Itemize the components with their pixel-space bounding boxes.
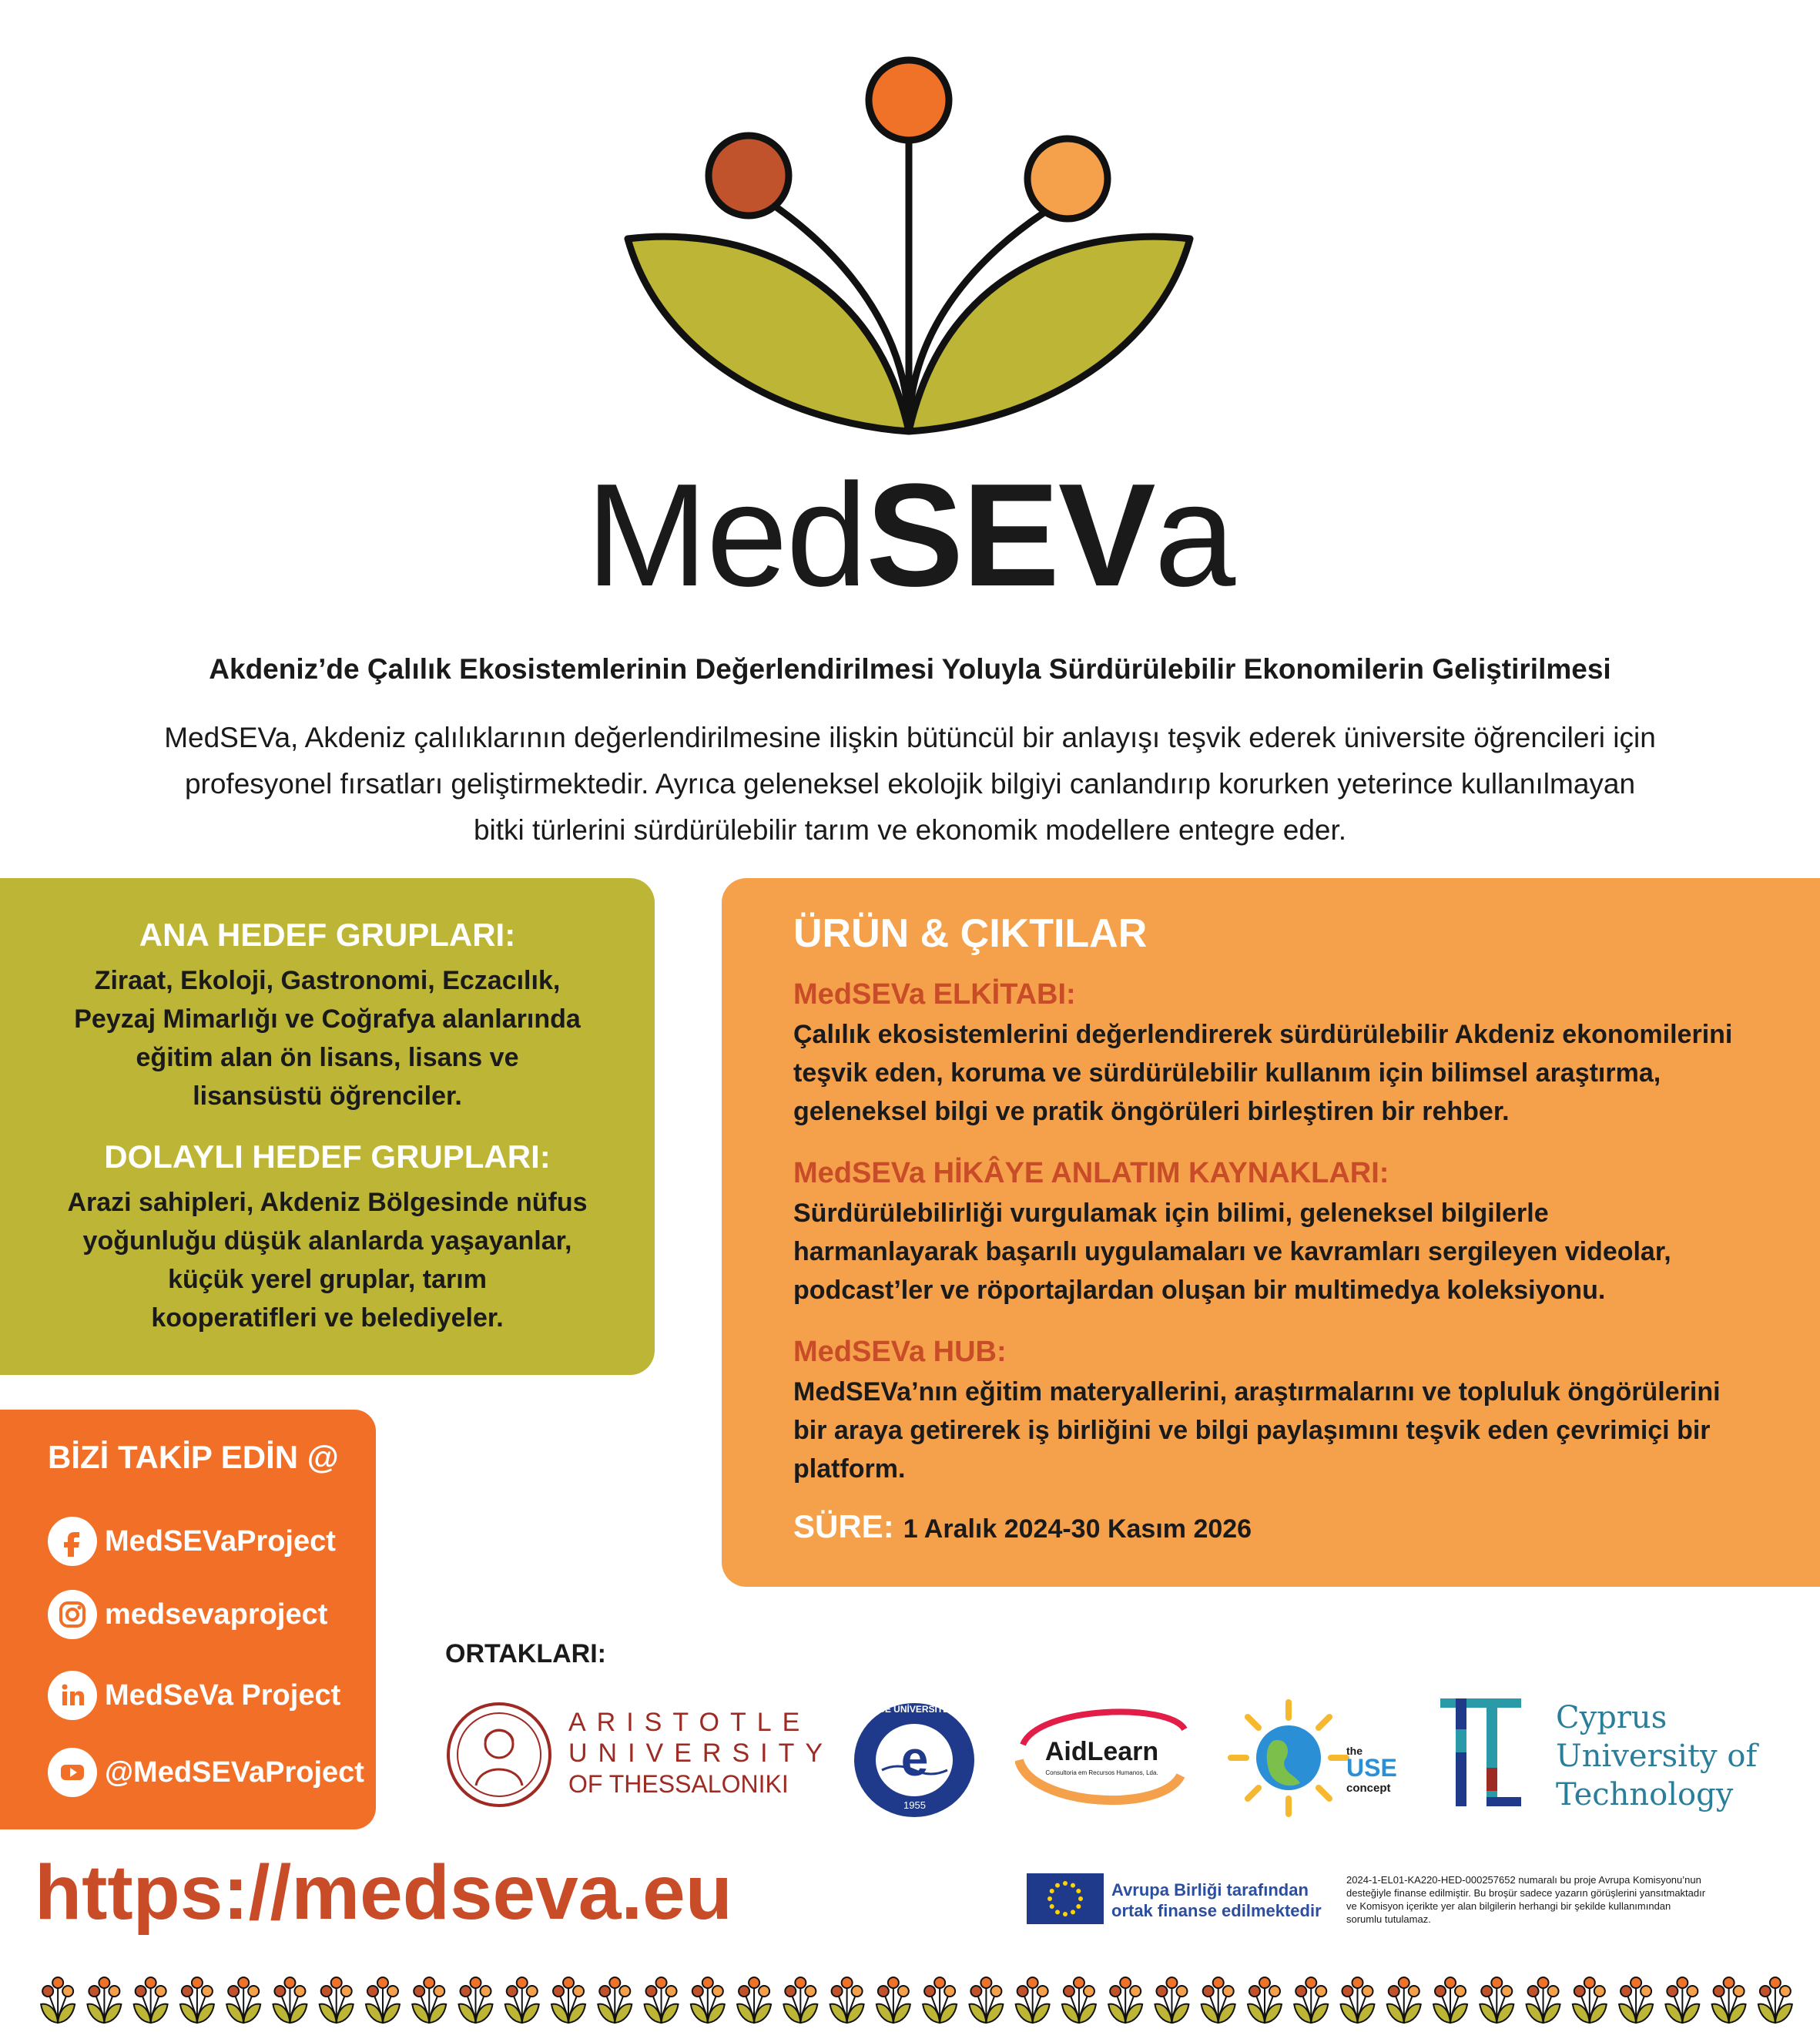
instagram-icon bbox=[48, 1590, 97, 1639]
intro-line: MedSEVa, Akdeniz çalılıklarının değerlendirilmesine ilişkin bütüncül bir anlayışı teşvik ederek üniversite öğrencileri için bbox=[164, 722, 1656, 753]
follow-panel bbox=[0, 1410, 376, 1829]
output-line: MedSEVa’nın eğitim materyallerini, araştırmalarını ve topluluk öngörülerini bbox=[793, 1377, 1721, 1407]
sprout-icon bbox=[969, 1977, 1003, 2023]
cut-line: University of bbox=[1556, 1739, 1758, 1774]
partners-label: ORTAKLARI: bbox=[445, 1639, 606, 1668]
indirect-target-line: Arazi sahipleri, Akdeniz Bölgesinde nüfus bbox=[67, 1188, 588, 1217]
intro-line: profesyonel fırsatları geliştirmektedir. Ayrıca geleneksel ekolojik bilgiyi canlandırıp korurken yeterince kullanılmayan bbox=[184, 768, 1636, 800]
disclaimer-line: ve Komisyon içerikte yer alan bilgilerin herhangi bir şekilde kullanımından bbox=[1346, 1900, 1671, 1912]
cut-line: Technology bbox=[1556, 1777, 1734, 1812]
sprout-icon bbox=[1480, 1977, 1513, 2023]
brand-suffix: a bbox=[1154, 454, 1235, 617]
eu-star-icon bbox=[1071, 1883, 1075, 1888]
eu-star-icon bbox=[1050, 1889, 1054, 1893]
eu-star-icon bbox=[1063, 1881, 1068, 1886]
sprout-icon bbox=[1108, 1977, 1142, 2023]
sprout-icon bbox=[273, 1977, 307, 2023]
sprout-icon bbox=[1341, 1977, 1375, 2023]
sprout-icon bbox=[737, 1977, 771, 2023]
sprout-icon bbox=[1016, 1977, 1050, 2023]
sprout-icon bbox=[505, 1977, 539, 2023]
use-concept: concept bbox=[1346, 1782, 1391, 1795]
sprout-icon bbox=[1294, 1977, 1328, 2023]
use-concept-logo bbox=[1227, 1698, 1412, 1818]
ege-name: EGE ÜNİVERSİTESİ bbox=[871, 1704, 958, 1715]
sprout-icon bbox=[691, 1977, 725, 2023]
cut-mark-icon bbox=[1440, 1698, 1521, 1806]
website-url[interactable]: https://medseva.eu bbox=[35, 1849, 732, 1936]
main-target-line: Peyzaj Mimarlığı ve Coğrafya alanlarında bbox=[74, 1004, 581, 1034]
brand-wordmark bbox=[0, 454, 1820, 617]
duration bbox=[793, 1508, 1252, 1545]
disclaimer-line: 2024-1-EL01-KA220-HED-000257652 numaralı bu proje Avrupa Komisyonu’nun bbox=[1346, 1874, 1701, 1886]
indirect-target-line: yoğunluğu düşük alanlarda yaşayanlar, bbox=[82, 1226, 572, 1256]
eu-star-icon bbox=[1071, 1910, 1075, 1914]
sprout-icon bbox=[1665, 1977, 1699, 2023]
output-line: geleneksel bilgi ve pratik öngörüleri birleştiren bir rehber. bbox=[793, 1097, 1510, 1126]
eu-star-icon bbox=[1078, 1896, 1083, 1901]
aidlearn-name: AidLearn bbox=[1044, 1737, 1159, 1766]
output-line: Çalılık ekosistemlerini değerlendirerek sürdürülebilir Akdeniz ekonomilerini bbox=[793, 1020, 1733, 1049]
sprout-icon bbox=[459, 1977, 493, 2023]
youtube-link[interactable] bbox=[48, 1747, 364, 1798]
output-description bbox=[793, 1373, 1795, 1488]
eu-star-icon bbox=[1063, 1912, 1068, 1916]
sprout-icon bbox=[1573, 1977, 1607, 2023]
logo-flower-icon bbox=[616, 54, 1202, 439]
brand-prefix: Med bbox=[585, 454, 866, 617]
auth-seal-icon bbox=[445, 1701, 553, 1809]
sprout-icon bbox=[1712, 1977, 1746, 2023]
youtube-handle: @MedSEVaProject bbox=[105, 1755, 364, 1789]
sprout-icon bbox=[598, 1977, 632, 2023]
sprout-icon bbox=[1062, 1977, 1096, 2023]
output-heading: MedSEVa HİKÂYE ANLATIM KAYNAKLARI: bbox=[793, 1157, 1389, 1189]
outputs-panel bbox=[722, 878, 1820, 1587]
indirect-target-line: küçük yerel gruplar, tarım bbox=[168, 1265, 487, 1294]
main-target-title: ANA HEDEF GRUPLARI: bbox=[139, 917, 516, 953]
auth-line: ARISTOTLE bbox=[568, 1708, 811, 1737]
target-groups-panel bbox=[0, 878, 655, 1375]
intro-line: bitki türlerini sürdürülebilir tarım ve ekonomik modellere entegre eder. bbox=[473, 814, 1347, 846]
sprout-icon bbox=[1619, 1977, 1653, 2023]
sprout-icon bbox=[320, 1977, 354, 2023]
eu-funding-text bbox=[1111, 1879, 1322, 1921]
footer-sprout-row bbox=[35, 1972, 1798, 2026]
output-line: bir araya getirerek iş birliğini ve bilgi paylaşımını teşvik eden çevrimiçi bir bbox=[793, 1416, 1711, 1445]
facebook-handle: MedSEVaProject bbox=[105, 1524, 336, 1558]
main-target-text bbox=[0, 961, 655, 1115]
auth-line: UNIVERSITY bbox=[568, 1739, 834, 1768]
cut-line: Cyprus bbox=[1556, 1700, 1667, 1735]
sprout-icon bbox=[87, 1977, 121, 2023]
auth-line: OF THESSALONIKI bbox=[568, 1770, 789, 1798]
sprout-icon bbox=[1758, 1977, 1792, 2023]
auth-logo bbox=[445, 1701, 834, 1809]
sprout-icon bbox=[41, 1977, 75, 2023]
ege-logo bbox=[851, 1701, 978, 1820]
sprout-icon bbox=[412, 1977, 446, 2023]
use-word: USE bbox=[1346, 1754, 1397, 1782]
indirect-target-line: kooperatifleri ve belediyeler. bbox=[151, 1303, 504, 1333]
duration-value: 1 Aralık 2024-30 Kasım 2026 bbox=[903, 1514, 1252, 1544]
eu-line: ortak finanse edilmektedir bbox=[1111, 1901, 1322, 1920]
use-the: the bbox=[1346, 1745, 1362, 1757]
follow-title: BİZİ TAKİP EDİN @ bbox=[48, 1439, 339, 1475]
linkedin-link[interactable] bbox=[48, 1670, 340, 1721]
eu-star-icon bbox=[1055, 1910, 1060, 1914]
eu-flag-icon bbox=[1027, 1873, 1104, 1924]
sprout-icon bbox=[876, 1977, 910, 2023]
eu-star-icon bbox=[1047, 1896, 1052, 1901]
sprout-icon bbox=[180, 1977, 214, 2023]
sprout-icon bbox=[645, 1977, 679, 2023]
facebook-icon bbox=[48, 1517, 97, 1566]
linkedin-icon bbox=[48, 1671, 97, 1720]
brand-bold: SEV bbox=[866, 454, 1155, 617]
sprout-icon bbox=[134, 1977, 168, 2023]
sprout-icon bbox=[1202, 1977, 1235, 2023]
output-heading: MedSEVa HUB: bbox=[793, 1336, 1007, 1368]
instagram-link[interactable] bbox=[48, 1589, 327, 1640]
sprout-icon bbox=[830, 1977, 864, 2023]
ege-year: 1955 bbox=[903, 1799, 926, 1811]
output-line: harmanlayarak başarılı uygulamaları ve kavramları sergileyen videolar, bbox=[793, 1237, 1671, 1266]
aidlearn-logo bbox=[1015, 1698, 1188, 1818]
eu-star-icon bbox=[1055, 1883, 1060, 1888]
output-line: podcast’ler ve röportajlardan oluşan bir multimedya koleksiyonu. bbox=[793, 1276, 1606, 1305]
sprout-icon bbox=[551, 1977, 585, 2023]
disclaimer-line: desteğiyle finanse edilmiştir. Bu broşür sadece yazarın görüşlerini yansıtmaktadır bbox=[1346, 1887, 1706, 1899]
output-line: Sürdürülebilirliği vurgulamak için bilimi, geleneksel bilgilerle bbox=[793, 1199, 1549, 1228]
sun-globe-icon bbox=[1227, 1698, 1350, 1818]
eu-disclaimer bbox=[1346, 1873, 1778, 1926]
main-target-line: Ziraat, Ekoloji, Gastronomi, Eczacılık, bbox=[94, 966, 561, 995]
sprout-icon bbox=[366, 1977, 400, 2023]
ege-letter: e bbox=[900, 1731, 929, 1786]
sprout-icon bbox=[1387, 1977, 1421, 2023]
sprout-icon bbox=[1155, 1977, 1188, 2023]
linkedin-handle: MedSeVa Project bbox=[105, 1678, 341, 1712]
youtube-icon bbox=[48, 1748, 97, 1797]
facebook-link[interactable] bbox=[48, 1516, 336, 1567]
sprout-icon bbox=[1248, 1977, 1282, 2023]
indirect-target-title: DOLAYLI HEDEF GRUPLARI: bbox=[104, 1138, 551, 1175]
aidlearn-tagline: Consultoria em Recursos Humanos, Lda. bbox=[1045, 1769, 1158, 1776]
project-subtitle: Akdeniz’de Çalılık Ekosistemlerinin Değerlendirilmesi Yoluyla Sürdürülebilir Ekonomilerin Geliştirilmesi bbox=[209, 653, 1611, 685]
intro-paragraph bbox=[116, 715, 1704, 853]
sprout-icon bbox=[923, 1977, 957, 2023]
output-description bbox=[793, 1194, 1795, 1309]
output-line: teşvik eden, koruma ve sürdürülebilir kullanım için bilimsel araştırma, bbox=[793, 1058, 1661, 1088]
sprout-icon bbox=[783, 1977, 817, 2023]
eu-star-icon bbox=[1076, 1904, 1081, 1909]
eu-line: Avrupa Birliği tarafından bbox=[1111, 1880, 1309, 1900]
indirect-target-text bbox=[0, 1183, 655, 1337]
main-target-line: eğitim alan ön lisans, lisans ve bbox=[136, 1043, 519, 1072]
outputs-title: ÜRÜN & ÇIKTILAR bbox=[793, 911, 1148, 956]
sprout-icon bbox=[226, 1977, 260, 2023]
output-line: platform. bbox=[793, 1454, 906, 1484]
main-target-line: lisansüstü öğrenciler. bbox=[193, 1081, 462, 1111]
output-description bbox=[793, 1015, 1795, 1131]
output-heading: MedSEVa ELKİTABI: bbox=[793, 978, 1076, 1011]
sprout-icon bbox=[1433, 1977, 1467, 2023]
cut-logo bbox=[1440, 1698, 1779, 1814]
eu-star-icon bbox=[1050, 1904, 1054, 1909]
sprout-icon bbox=[1527, 1977, 1560, 2023]
disclaimer-line: sorumlu tutulamaz. bbox=[1346, 1913, 1431, 1925]
duration-label: SÜRE: bbox=[793, 1508, 894, 1544]
instagram-handle: medsevaproject bbox=[105, 1598, 328, 1631]
eu-star-icon bbox=[1076, 1889, 1081, 1893]
